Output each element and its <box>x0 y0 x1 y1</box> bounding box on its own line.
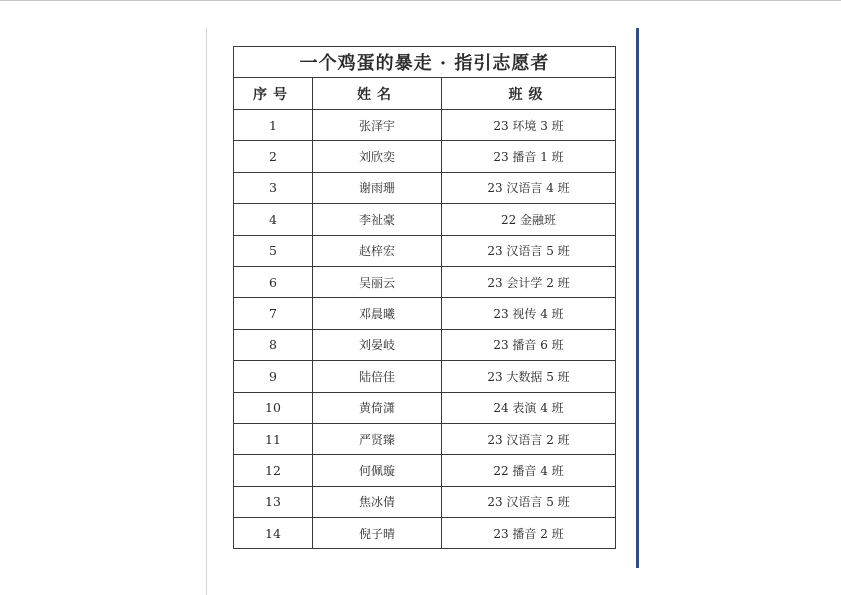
table-row <box>234 235 616 266</box>
table-row <box>234 110 616 141</box>
row-index: 7 <box>234 298 313 329</box>
row-class: 23 播音 6 班 <box>442 329 616 360</box>
header-name: 姓名 <box>313 78 442 110</box>
row-name: 吴丽云 <box>313 266 442 297</box>
row-name: 陆倍佳 <box>313 361 442 392</box>
row-name: 邓晨曦 <box>313 298 442 329</box>
row-class: 23 汉语言 2 班 <box>442 423 616 454</box>
row-name: 严贤臻 <box>313 423 442 454</box>
row-name: 何佩璇 <box>313 455 442 486</box>
row-index: 8 <box>234 329 313 360</box>
row-index: 1 <box>234 110 313 141</box>
row-name: 张泽宇 <box>313 110 442 141</box>
row-name: 焦冰倩 <box>313 486 442 517</box>
row-name: 赵梓宏 <box>313 235 442 266</box>
table-row <box>234 172 616 203</box>
row-index: 12 <box>234 455 313 486</box>
table-row <box>234 518 616 549</box>
table-row <box>234 298 616 329</box>
row-name: 谢雨珊 <box>313 172 442 203</box>
page-edge-marker <box>636 28 639 568</box>
row-index: 9 <box>234 361 313 392</box>
row-name: 刘晏岐 <box>313 329 442 360</box>
row-name: 李祉豪 <box>313 204 442 235</box>
row-class: 23 播音 2 班 <box>442 518 616 549</box>
row-index: 2 <box>234 141 313 172</box>
table-row <box>234 266 616 297</box>
row-class: 23 环境 3 班 <box>442 110 616 141</box>
row-class: 23 视传 4 班 <box>442 298 616 329</box>
table-row <box>234 329 616 360</box>
row-index: 5 <box>234 235 313 266</box>
table-header-row <box>234 78 616 110</box>
row-class: 23 大数据 5 班 <box>442 361 616 392</box>
table-row <box>234 392 616 423</box>
table-row <box>234 486 616 517</box>
row-name: 黄倚潇 <box>313 392 442 423</box>
header-class: 班级 <box>442 78 616 110</box>
row-index: 6 <box>234 266 313 297</box>
row-index: 14 <box>234 518 313 549</box>
row-class: 23 播音 1 班 <box>442 141 616 172</box>
row-class: 22 金融班 <box>442 204 616 235</box>
row-class: 23 汉语言 4 班 <box>442 172 616 203</box>
row-class: 23 汉语言 5 班 <box>442 235 616 266</box>
table-row <box>234 204 616 235</box>
row-index: 13 <box>234 486 313 517</box>
table-title-row <box>234 47 616 78</box>
table-row <box>234 423 616 454</box>
table-title: 一个鸡蛋的暴走 · 指引志愿者 <box>234 47 616 78</box>
row-name: 倪子晴 <box>313 518 442 549</box>
row-index: 11 <box>234 423 313 454</box>
row-class: 23 会计学 2 班 <box>442 266 616 297</box>
header-index: 序号 <box>234 78 313 110</box>
row-class: 24 表演 4 班 <box>442 392 616 423</box>
row-index: 4 <box>234 204 313 235</box>
row-index: 10 <box>234 392 313 423</box>
row-class: 22 播音 4 班 <box>442 455 616 486</box>
table-row <box>234 361 616 392</box>
row-name: 刘欣奕 <box>313 141 442 172</box>
window-top-border <box>0 0 841 1</box>
volunteer-table <box>233 46 616 549</box>
table-row <box>234 141 616 172</box>
row-class: 23 汉语言 5 班 <box>442 486 616 517</box>
table-row <box>234 455 616 486</box>
row-index: 3 <box>234 172 313 203</box>
